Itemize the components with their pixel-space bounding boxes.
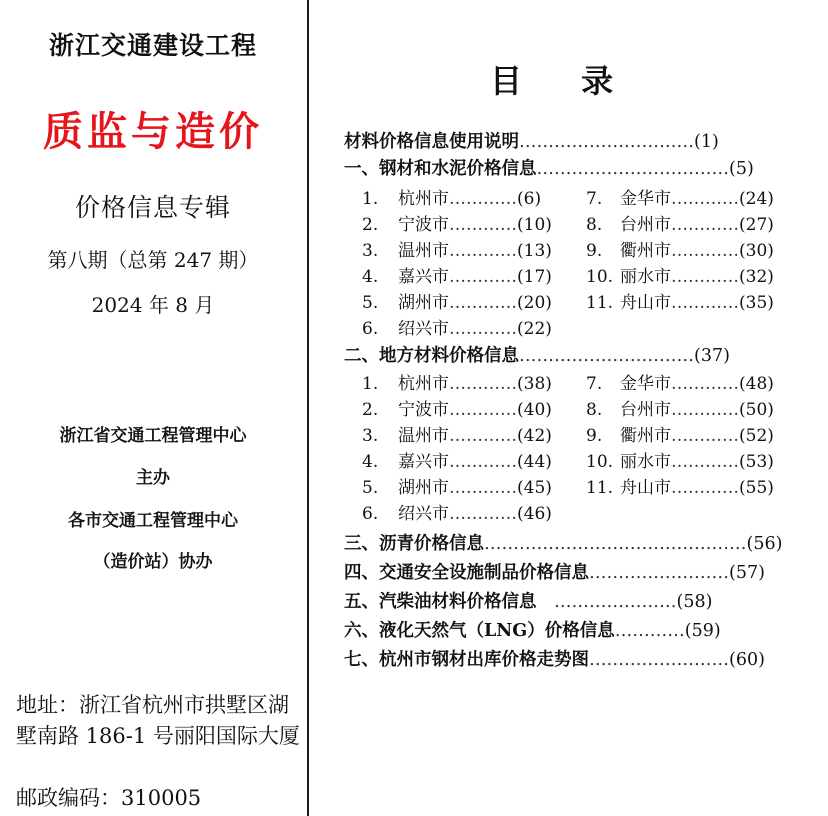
toc-entry[interactable] <box>344 589 828 615</box>
toc-page-number: (38) <box>517 374 552 394</box>
toc-city-entry[interactable] <box>362 397 552 423</box>
toc-page-number: (1) <box>694 132 719 152</box>
toc-entry[interactable] <box>344 618 828 644</box>
toc-city-number: 9. <box>586 241 603 261</box>
toc-page-number: (35) <box>739 293 774 313</box>
toc-page-number: (27) <box>739 215 774 235</box>
toc-leader-dots: ………… <box>449 374 517 394</box>
toc-page-number: (42) <box>517 426 552 446</box>
toc-city-number: 4. <box>362 452 379 472</box>
cover-column <box>0 0 306 816</box>
toc-city-name: 衢州市 <box>620 426 671 446</box>
toc-leader-dots: ………… <box>449 478 517 498</box>
toc-page-number: (59) <box>684 621 721 641</box>
toc-city-number: 2. <box>362 215 379 235</box>
organizer: 浙江省交通工程管理中心 <box>59 426 247 446</box>
toc-leader-dots: ………… <box>449 319 517 339</box>
toc-page-number: (10) <box>517 215 552 235</box>
toc-leader-dots: ………… <box>671 400 739 420</box>
toc-city-name: 金华市 <box>620 374 671 394</box>
toc-city-name: 绍兴市 <box>398 319 449 339</box>
toc-leader-dots: ………………………… <box>519 132 694 152</box>
toc-page-number: (6) <box>517 189 542 209</box>
toc-entry-label: 七、杭州市钢材出库价格走势图 <box>344 650 589 670</box>
toc-entry[interactable] <box>344 129 828 155</box>
toc-page-number: (50) <box>739 400 774 420</box>
toc-page-number: (22) <box>517 319 552 339</box>
toc-city-name: 衢州市 <box>620 241 671 261</box>
toc-page-number: (17) <box>517 267 552 287</box>
toc-city-number: 1. <box>362 374 379 394</box>
brand-title: 质监与造价 <box>43 108 263 155</box>
toc-city-number: 10. <box>586 267 614 287</box>
toc-leader-dots: ………… <box>671 478 739 498</box>
toc-leader-dots: ………… <box>449 504 517 524</box>
toc-page-number: (44) <box>517 452 552 472</box>
toc-city-entry[interactable] <box>586 238 774 264</box>
toc-city-number: 2. <box>362 400 379 420</box>
toc-leader-dots: ………… <box>449 215 517 235</box>
toc-entry[interactable] <box>344 156 828 182</box>
toc-page-number: (40) <box>517 400 552 420</box>
toc-city-entry[interactable] <box>586 423 774 449</box>
toc-city-entry[interactable] <box>586 449 774 475</box>
toc-city-name: 舟山市 <box>620 293 671 313</box>
postcode: 邮政编码：310005 <box>16 786 202 810</box>
toc-city-name: 湖州市 <box>398 478 449 498</box>
issue-title: 价格信息专辑 <box>74 193 231 222</box>
toc-page-number: (37) <box>694 346 730 366</box>
toc-leader-dots: ………………… <box>536 592 677 612</box>
toc-leader-dots: ………… <box>671 189 739 209</box>
toc-leader-dots: …………………………… <box>536 159 729 179</box>
toc-city-number: 5. <box>362 293 379 313</box>
toc-city-entry[interactable] <box>586 371 774 397</box>
toc-leader-dots: ………… <box>671 452 739 472</box>
toc-city-name: 宁波市 <box>398 215 449 235</box>
toc-city-entry[interactable] <box>362 264 552 290</box>
toc-city-number: 6. <box>362 504 379 524</box>
toc-page-number: (58) <box>676 592 713 612</box>
toc-city-entry[interactable] <box>586 264 774 290</box>
issue-date: 2024 年 8 月 <box>91 293 215 317</box>
publication-title: 浙江交通建设工程 <box>48 31 257 60</box>
toc-city-entry[interactable] <box>362 501 552 527</box>
toc-page-number: (13) <box>517 241 552 261</box>
toc-leader-dots: ………… <box>449 189 517 209</box>
toc-city-name: 杭州市 <box>398 189 449 209</box>
toc-page-number: (48) <box>739 374 774 394</box>
toc-page-number: (53) <box>739 452 774 472</box>
toc-city-entry[interactable] <box>586 397 774 423</box>
toc-entry-label: 一、钢材和水泥价格信息 <box>344 159 537 179</box>
toc-city-entry[interactable] <box>586 186 774 212</box>
toc-column <box>310 0 828 816</box>
toc-page-number: (5) <box>729 159 754 179</box>
toc-city-entry[interactable] <box>586 290 774 316</box>
toc-page-number: (32) <box>739 267 774 287</box>
toc-leader-dots: ………… <box>449 293 517 313</box>
toc-entry-label: 五、汽柴油材料价格信息 <box>344 592 537 612</box>
toc-city-number: 8. <box>586 215 603 235</box>
toc-leader-dots: ………………………… <box>519 346 694 366</box>
toc-city-number: 6. <box>362 319 379 339</box>
toc-city-entry[interactable] <box>362 290 552 316</box>
toc-city-entry[interactable] <box>362 316 552 342</box>
toc-city-number: 5. <box>362 478 379 498</box>
toc-page-number: (55) <box>739 478 774 498</box>
toc-city-entry[interactable] <box>362 371 552 397</box>
toc-city-name: 宁波市 <box>398 400 449 420</box>
toc-city-entry[interactable] <box>586 212 774 238</box>
toc-entry[interactable] <box>344 531 828 557</box>
toc-city-name: 杭州市 <box>398 374 449 394</box>
toc-city-name: 嘉兴市 <box>398 452 449 472</box>
toc-title: 目 录 <box>490 62 638 100</box>
toc-city-number: 7. <box>586 374 603 394</box>
co-organizer-role: （造价站）协办 <box>93 552 213 572</box>
co-organizer: 各市交通工程管理中心 <box>68 511 238 531</box>
toc-entry[interactable] <box>344 560 828 586</box>
toc-page-number: (56) <box>746 534 783 554</box>
toc-city-number: 7. <box>586 189 603 209</box>
toc-city-number: 9. <box>586 426 603 446</box>
toc-leader-dots: …………………… <box>589 650 729 670</box>
toc-page-number: (46) <box>517 504 552 524</box>
toc-leader-dots: ………… <box>449 400 517 420</box>
column-divider <box>307 0 309 816</box>
toc-city-name: 丽水市 <box>620 452 671 472</box>
toc-city-name: 金华市 <box>620 189 671 209</box>
toc-leader-dots: ………… <box>449 426 517 446</box>
toc-leader-dots: ………… <box>671 374 739 394</box>
toc-leader-dots: ………… <box>671 293 739 313</box>
toc-city-number: 10. <box>586 452 614 472</box>
toc-city-entry[interactable] <box>362 186 541 212</box>
toc-city-name: 丽水市 <box>620 267 671 287</box>
issue-number: 第八期（总第 247 期） <box>47 248 259 272</box>
toc-page-number: (24) <box>739 189 774 209</box>
toc-leader-dots: …………………… <box>589 563 729 583</box>
toc-city-name: 台州市 <box>620 215 671 235</box>
organizer-role: 主办 <box>136 468 170 488</box>
toc-city-entry[interactable] <box>362 423 552 449</box>
toc-page-number: (60) <box>729 650 765 670</box>
toc-city-name: 嘉兴市 <box>398 267 449 287</box>
toc-city-name: 绍兴市 <box>398 504 449 524</box>
toc-leader-dots: ………… <box>614 621 685 641</box>
toc-entry-label: 四、交通安全设施制品价格信息 <box>344 563 589 583</box>
toc-city-number: 8. <box>586 400 603 420</box>
toc-city-number: 3. <box>362 241 379 261</box>
toc-leader-dots: ……………………………………… <box>484 534 747 554</box>
toc-entry-label: 三、沥青价格信息 <box>344 534 484 554</box>
toc-city-entry[interactable] <box>586 475 774 501</box>
toc-city-number: 11. <box>586 293 614 313</box>
toc-page-number: (20) <box>517 293 552 313</box>
toc-city-entry[interactable] <box>362 212 552 238</box>
toc-city-number: 4. <box>362 267 379 287</box>
toc-leader-dots: ………… <box>449 452 517 472</box>
toc-city-number: 3. <box>362 426 379 446</box>
toc-leader-dots: ………… <box>671 267 739 287</box>
toc-entry-label: 六、液化天然气（LNG）价格信息 <box>344 621 615 641</box>
toc-city-name: 温州市 <box>398 241 449 261</box>
toc-leader-dots: ………… <box>449 267 517 287</box>
toc-city-name: 湖州市 <box>398 293 449 313</box>
toc-page-number: (45) <box>517 478 552 498</box>
toc-city-name: 温州市 <box>398 426 449 446</box>
toc-page-number: (52) <box>739 426 774 446</box>
toc-leader-dots: ………… <box>671 426 739 446</box>
address: 地址：浙江省杭州市拱墅区湖墅南路 186-1 号丽阳国际大厦 <box>16 693 300 748</box>
toc-city-number: 11. <box>586 478 614 498</box>
toc-city-name: 舟山市 <box>620 478 671 498</box>
toc-city-number: 1. <box>362 189 379 209</box>
toc-city-entry[interactable] <box>362 475 552 501</box>
toc-entry-label: 二、地方材料价格信息 <box>344 346 519 366</box>
toc-leader-dots: ………… <box>449 241 517 261</box>
toc-city-entry[interactable] <box>362 449 552 475</box>
toc-entry[interactable] <box>344 647 828 673</box>
toc-leader-dots: ………… <box>671 241 739 261</box>
toc-city-name: 台州市 <box>620 400 671 420</box>
toc-entry-label: 材料价格信息使用说明 <box>344 132 519 152</box>
toc-page-number: (57) <box>729 563 765 583</box>
toc-entry[interactable] <box>344 343 828 369</box>
toc-city-entry[interactable] <box>362 238 552 264</box>
toc-page-number: (30) <box>739 241 774 261</box>
toc-leader-dots: ………… <box>671 215 739 235</box>
